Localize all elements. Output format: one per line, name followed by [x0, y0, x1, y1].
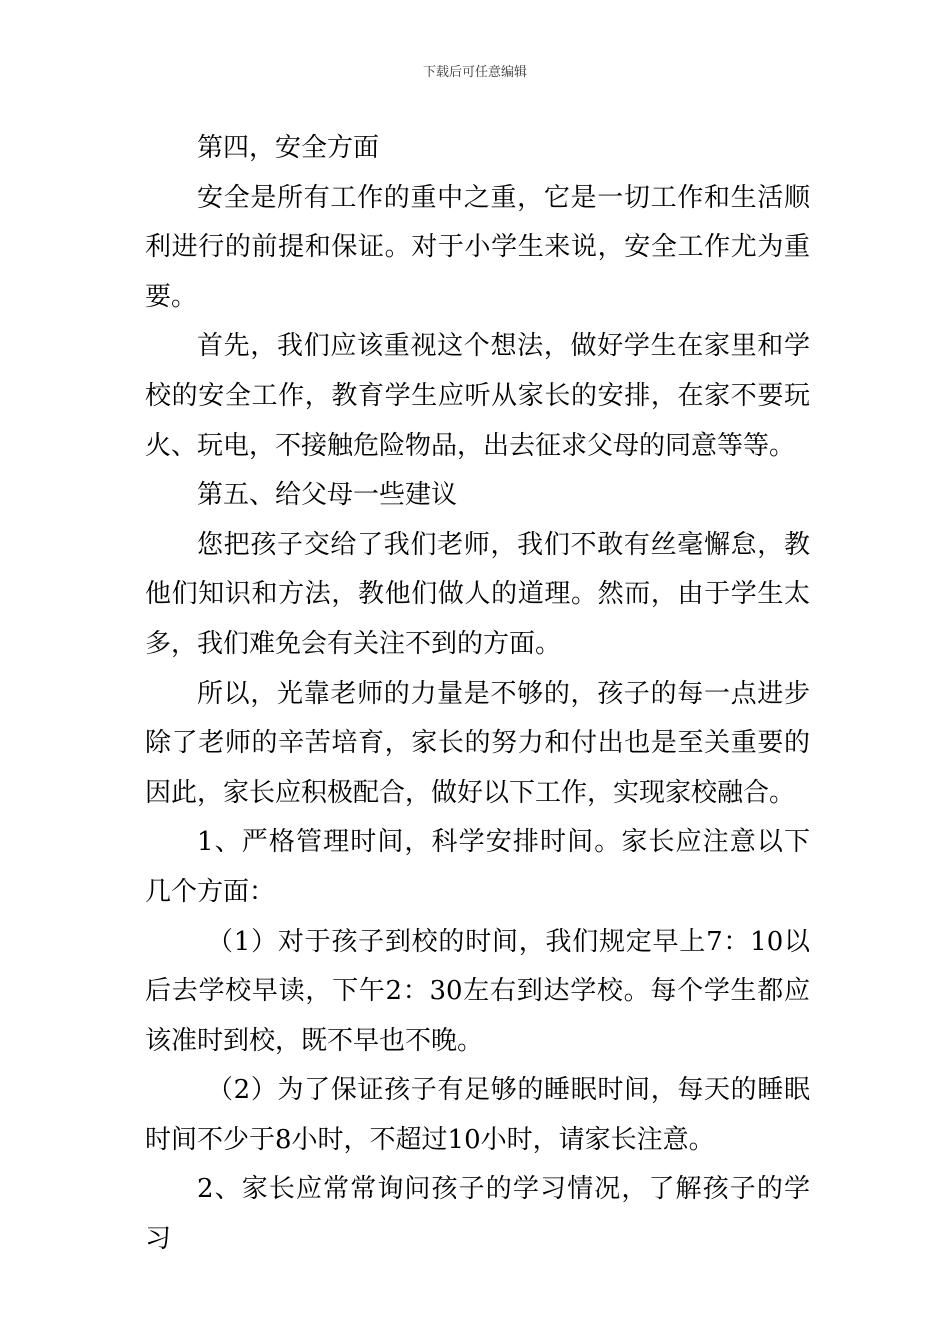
section-heading-advice: 第五、给父母一些建议 [197, 480, 458, 511]
sub-list-item: （2）为了保证孩子有足够的睡眠时间，每天的睡眠时间不少于8小时，不超过10小时，请家长注意。 [145, 1075, 810, 1155]
sub-list-item: （1）对于孩子到校的时间，我们规定早上7：10以后去学校早读，下午2：30左右到达学校。每个学生都应该准时到校，既不早也不晚。 [145, 926, 810, 1056]
section-heading-safety: 第四，安全方面 [197, 133, 380, 163]
paragraph: 首先，我们应该重视这个想法，做好学生在家里和学校的安全工作，教育学生应听从家长的安排，在家不要玩火、玩电，不接触危险物品，出去征求父母的同意等等。 [145, 331, 810, 461]
paragraph: 安全是所有工作的重中之重，它是一切工作和生活顺利进行的前提和保证。对于小学生来说，安全工作尤为重要。 [145, 182, 810, 312]
list-item: 2、家长应常常询问孩子的学习情况，了解孩子的学习 [145, 1174, 810, 1255]
document-body [145, 124, 810, 1265]
paragraph: 所以，光靠老师的力量是不够的，孩子的每一点进步除了老师的辛苦培育，家长的努力和付出也是至关重要的因此，家长应积极配合，做好以下工作，实现家校融合。 [145, 678, 810, 808]
list-item: 1、严格管理时间，科学安排时间。家长应注意以下几个方面： [145, 827, 810, 907]
page-header: 下载后可任意编辑 [422, 65, 527, 80]
paragraph: 您把孩子交给了我们老师，我们不敢有丝毫懈怠，教他们知识和方法，教他们做人的道理。然而，由于学生太多，我们难免会有关注不到的方面。 [145, 529, 810, 659]
